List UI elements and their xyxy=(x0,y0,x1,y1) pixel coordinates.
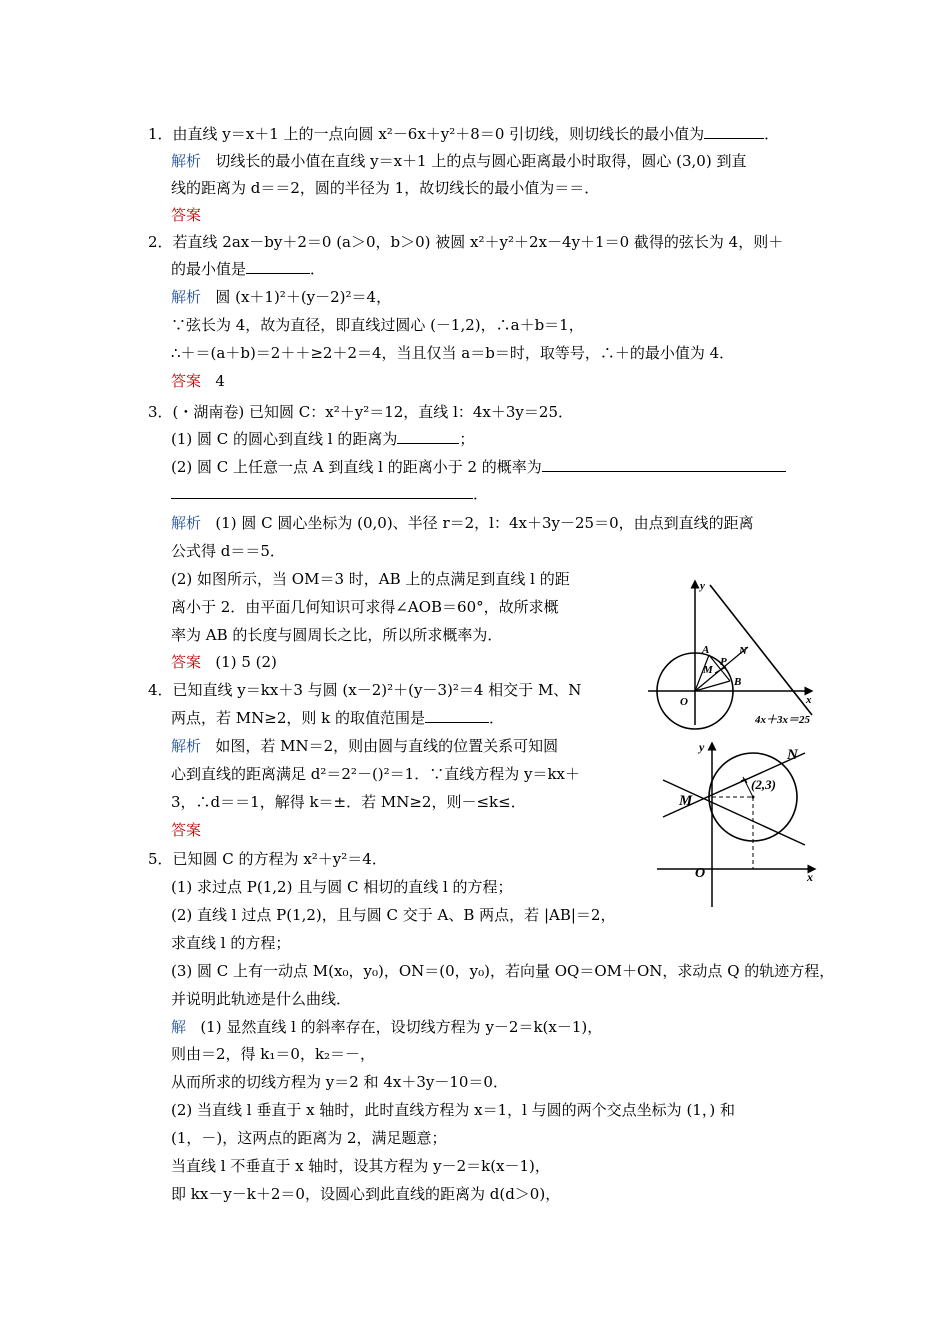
fig2-n-label: N xyxy=(787,747,798,763)
p3-analysis-1: 解析 (1) 圆 C 圆心坐标为 (0,0)、半径 r＝2，l：4x＋3y－25＝0，由点到直线的距离 xyxy=(171,514,754,532)
p2-analysis-2: ∵弦长为 4，故为直径，即直线过圆心 (－1,2)，∴a＋b＝1， xyxy=(171,316,584,334)
p5-solution-1: 解 (1) 显然直线 l 的斜率存在，设切线方程为 y－2＝k(x－1)， xyxy=(171,1018,603,1036)
p5-q3-2: 并说明此轨迹是什么曲线． xyxy=(171,990,352,1008)
p5-solution-5: (1，－)，这两点的距离为 2，满足题意； xyxy=(171,1129,447,1147)
answer-label: 答案 xyxy=(171,372,202,390)
fig1-line-label: 4x＋3x＝25 xyxy=(755,714,810,726)
p1-answer-label: 答案 xyxy=(171,206,202,224)
fig1-x-label: x xyxy=(806,694,812,706)
analysis-label: 解析 xyxy=(171,514,202,532)
p3-answer: 答案 (1) 5 (2) xyxy=(171,653,277,671)
analysis-label: 解析 xyxy=(171,737,202,755)
fig2-x-label: x xyxy=(807,870,813,884)
p3-q2-cont: ． xyxy=(171,483,488,505)
analysis-label: 解析 xyxy=(171,288,202,306)
fig2-center-label: (2,3) xyxy=(751,777,776,792)
fig1-b-label: B xyxy=(734,676,742,688)
p5-q2-1: (2) 直线 l 过点 P(1,2)，且与圆 C 交于 A、B 两点，若 |AB|＝2， xyxy=(171,906,616,924)
figure-2-circle-line xyxy=(655,735,820,910)
p2-answer: 答案 4 xyxy=(171,372,225,390)
p1-analysis-2: 线的距离为 d＝＝2，圆的半径为 1，故切线长的最小值为＝＝． xyxy=(171,179,600,197)
p4-analysis-1: 解析 如图，若 MN＝2，则由圆与直线的位置关系可知圆 xyxy=(171,737,559,755)
analysis-label: 解析 xyxy=(171,152,202,170)
p5-solution-7: 即 kx－y－k＋2＝0，设圆心到此直线的距离为 d(d＞0)， xyxy=(171,1185,561,1203)
fig1-y-label: y xyxy=(700,580,705,592)
center-dot xyxy=(752,796,755,799)
p3-analysis-4: 离小于 2．由平面几何知识可求得∠AOB＝60°，故所求概 xyxy=(171,598,559,616)
p5-solution-6: 当直线 l 不垂直于 x 轴时，设其方程为 y－2＝k(x－1)， xyxy=(171,1157,550,1175)
p3-q2: (2) 圆 C 上任意一点 A 到直线 l 的距离小于 2 的概率为 xyxy=(171,456,786,478)
fig2-m-label: M xyxy=(679,793,693,809)
line-2 xyxy=(663,780,805,845)
p3-analysis-3: (2) 如图所示，当 OM＝3 时，AB 上的点满足到直线 l 的距 xyxy=(171,570,570,588)
p5-q1: (1) 求过点 P(1,2) 且与圆 C 相切的直线 l 的方程； xyxy=(171,878,513,896)
p2-question-1: 2．若直线 2ax－by＋2＝0 (a＞0，b＞0) 被圆 x²＋y²＋2x－4y＋1＝0 截得的弦长为 4，则＋ xyxy=(148,233,784,251)
p5-question: 5．已知圆 C 的方程为 x²＋y²＝4． xyxy=(148,850,387,868)
p5-solution-4: (2) 当直线 l 垂直于 x 轴时，此时直线方程为 x＝1，l 与圆的两个交点坐标为 (1，) 和 xyxy=(171,1101,735,1119)
fig1-p-label: P xyxy=(720,656,727,668)
p5-solution-3: 从而所求的切线方程为 y＝2 和 4x＋3y－10＝0． xyxy=(171,1073,508,1091)
fig1-n-label: N xyxy=(739,645,747,657)
p3-analysis-5: 率为 AB 的长度与圆周长之比，所以所求概率为． xyxy=(171,626,503,644)
p5-q3-1: (3) 圆 C 上有一动点 M(x₀，y₀)，ON＝(0，y₀)，若向量 OQ＝OM＋ON，求动点 Q 的轨迹方程， xyxy=(171,962,835,980)
p5-q2-2: 求直线 l 的方程； xyxy=(171,934,291,952)
p3-q1: (1) 圆 C 的圆心到直线 l 的距离为 ； xyxy=(171,430,475,448)
fig1-origin-label: O xyxy=(680,696,688,708)
p4-question-2: 两点，若 MN≥2，则 k 的取值范围是 ． xyxy=(171,709,505,727)
fig1-m-label: M xyxy=(703,664,713,676)
p2-analysis-1: 解析 圆 (x＋1)²＋(y－2)²＝4， xyxy=(171,288,392,306)
fig1-a-label: A xyxy=(702,644,710,656)
p4-analysis-3: 3，∴d＝＝1，解得 k＝±．若 MN≥2，则－≤k≤． xyxy=(171,793,526,811)
p2-question-2: 的最小值是 ． xyxy=(171,260,326,278)
fig2-y-label: y xyxy=(699,740,705,754)
p4-question-1: 4．已知直线 y＝kx＋3 与圆 (x－2)²＋(y－3)²＝4 相交于 M、N xyxy=(148,681,582,699)
p2-analysis-3: ∴＋＝(a＋b)＝2＋＋≥2＋2＝4，当且仅当 a＝b＝时，取等号，∴＋的最小值为 4． xyxy=(171,344,735,362)
p3-question: 3．(・湖南卷) 已知圆 C：x²＋y²＝12，直线 l：4x＋3y＝25． xyxy=(148,403,573,421)
p1-question: 1．由直线 y＝x＋1 上的一点向圆 x²－6x＋y²＋8＝0 引切线，则切线长的最小值为 ． xyxy=(148,125,780,143)
fig2-origin-label: O xyxy=(695,866,706,881)
p4-answer-label: 答案 xyxy=(171,821,202,839)
line-l xyxy=(710,585,812,715)
p3-analysis-2: 公式得 d＝＝5． xyxy=(171,542,285,560)
answer-label: 答案 xyxy=(171,653,202,671)
p4-analysis-2: 心到直线的距离满足 d²＝2²－()²＝1．∵直线方程为 y＝kx＋ xyxy=(171,765,580,783)
p1-analysis-1: 解析 切线长的最小值在直线 y＝x＋1 上的点与圆心距离最小时取得，圆心 (3,0) 到直 xyxy=(171,152,747,170)
solution-label: 解 xyxy=(171,1018,187,1036)
p5-solution-2: 则由＝2，得 k₁＝0，k₂＝－， xyxy=(171,1045,376,1063)
figure-1-circle-line xyxy=(640,575,820,730)
